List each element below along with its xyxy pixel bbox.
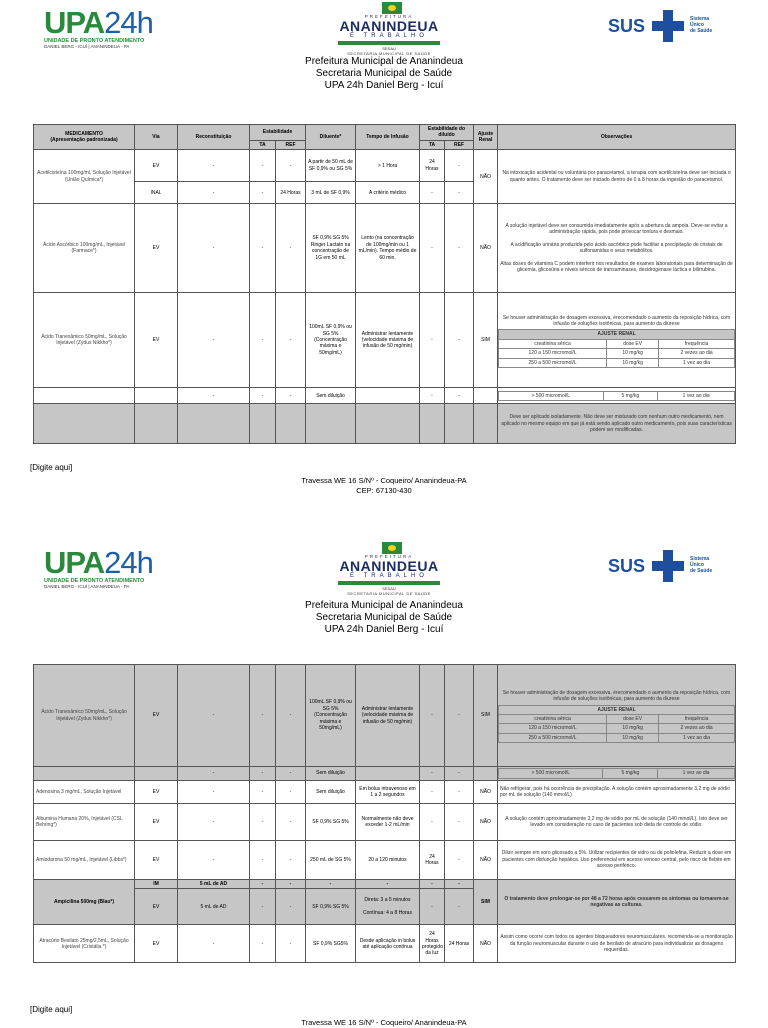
ananindeua-logo: PREFEITURA ANANINDEUA É TRABALHO SESAU SECRETARIA MUNICIPAL DE SAÚDE: [330, 544, 448, 596]
table-header: MEDICAMENTO (Apresentação padronizada) Via Reconstituição Estabilidade Diluente* Tempo de Infusão Estabilidade do diluído Ajuste Renal Observações: [34, 125, 736, 141]
table-row: Deve ser aplicado isoladamente. Não deve ser misturado com nenhum outro medicamento, nem aplicado no mesmo equipo em que já está sendo aplicado outro medicamento, pois suas características podem ser modificadas.: [34, 404, 736, 444]
upa-logo: UPA24h UNIDADE DE PRONTO ATENDIMENTO DANIEL BERG - ICUÍ | ANANINDEUA - PA: [44, 5, 153, 49]
table-row: INAL - - 24 Horas 3 mL de SF 0,9% A critério médico - -: [34, 182, 736, 204]
table-row: Atracúrio Besilato 25mg/2,5mL, Solução Injetável (Cristália *) EV - - - SF 0,9% SG5% Desde aplicação in bolus até aplicação contínua 24 Horas protegido da luz 24 Horas NÃO Assim como ocorre com todos os agentes bloqueadores neuromusculares, recomenda-se a monitoração da função neuromuscular durante o uso de besilato de atracúrio para individualizar as dosagens requeridas.: [34, 925, 736, 963]
table-row: Amiodarona 50 mg/mL, Injetável (Libbs*) EV - - - 250 mL de SG 5% 20 a 120 minutos 24 Horas - NÃO Diluir sempre em soro glicosado a 5%. Utilizar recipientes de vidro ou de poliolefina. Reduzir a dose em pacientes com disfunção hepática. Uso preferencial em acesso venoso central, pelo risco de flebite em acesso periférico.: [34, 841, 736, 880]
table-row: Ácido Tranexâmico 50mg/mL, Solução Injetável (Zydus Nikkho*) EV - - - 100mL SF 0,9% ou SG 5% (Concentração máxima e 50mg/mL) Administrar lentamente (velocidade máxima de infusão de 50 mg/min) - - SIM Se houver administração de dosagem excessiva, érecomendado o aumento da reposição hídrica, com infusão de soluções isotônicas, para aumento da diurese AJUSTE RENAL creatinina sérica dose EV frequência 120 a 150 micromol/L 10 mg/kg 2 vezes ao dia 250 a 500 micromol/L 10 mg/kg 1 vez ao dia: [34, 293, 736, 388]
table-row: Ácido Ascórbico 100mg/mL, Injetável (Farmace*) EV - - - SF 0,9% SG 5% Ringer Lactato na concentração de 1G em 50 mL Lento (na concentração de 100mg/min ou 1 mL/min). Tempo médio de 60 min. - - NÃO A solução injetável deve ser consumida imediatamente após a abertura da ampola. Deve-se evitar a administração rápida, pois pode provocar tontura e desmaio. A acidificação urinária produzida pelo ácido ascórbico pode facilitar a precipitação de cristais de sulfonamidas e seus metabólitos. Altas doses de vitamina C podem interferir nos resultados de exames laboratoriais para determinação de glicemia, glicosúria e níveis séricos de transaminases, desidrogenase láctica e bilirrubina.: [34, 204, 736, 293]
flag-icon: [382, 2, 402, 14]
page-heading: Prefeitura Municipal de Ananindeua Secretaria Municipal de Saúde UPA 24h Daniel Berg - Icuí: [305, 600, 463, 635]
sus-logo: SUS Sistema Único de Saúde: [608, 10, 718, 44]
page-heading: Prefeitura Municipal de Ananindeua Secretaria Municipal de Saúde UPA 24h Daniel Berg - Icuí: [305, 56, 463, 91]
document-page-2: [0, 540, 768, 1027]
table-row: Ácido Tranexâmico 50mg/mL, Solução Injetável (Zydus Nikkho*) EV - - - 100mL SF 0,9% ou SG 5% (Concentração máxima e 50mg/mL) Administrar lentamente (velocidade máxima de infusão de 50 mg/min) - - SIM Se houver administração de dosagem excessiva, érecomendado o aumento da reposição hídrica, com infusão de soluções isotônicas, para aumento da diurese AJUSTE RENAL creatinina sérica dose EV frequência 120 a 150 micromol/L 10 mg/kg 2 vezes ao dia 250 a 500 micromol/L 10 mg/kg 1 vez ao dia: [34, 665, 736, 767]
table-row: EV 5 mL de AD - - SF 0,9% SG 5% Direta: 3 a 5 minutos Contínua: 4 a 8 Horas - -: [34, 889, 736, 925]
drug-table-2: [33, 664, 736, 963]
table-row: Acetilcisteína 100mg/ml, Solução Injetável (União Química*) EV - - - A partir de 50 mL de SF 0,9% ou SG 5% > 1 Hora 24 Horas - NÃO Na intoxicação acidental ou voluntária por paracetamol, a terapia com acetilcisteína deve ser iniciada o quanto antes. O tratamento deve ser iniciado dentro de 0 a 8 horas da ingestão do paracetamol.: [34, 150, 736, 182]
drug-table-1: MEDICAMENTO (Apresentação padronizada) Via Reconstituição Estabilidade Diluente* Tempo de Infusão Estabilidade do diluído Ajuste Renal Observações TA REF TA REF Acetilcisteína 100mg/ml, Solução Injetável (União Química*) EV - - - A partir de 50 mL de SF 0,9% ou SG 5% > 1 Hora 24 Horas - NÃO Na intoxicação acidental ou voluntária por paracetamol, a terapia com acetilcisteína deve ser iniciada o quanto antes. O tratamento deve ser iniciado dentro de 0 a 8 horas da ingestão do paracetamol. INAL - - 24 Horas 3 mL de SF 0,9% A critério médico - - Ácido Ascórbico 100mg/mL, Injetável (Farmace*) EV - - - SF 0,9% SG 5% Ringer Lactato na concentração de 1G em 50 mL Lento (na concentração de 100mg/min ou 1 mL/min). Tempo médio de 60 min. - - NÃO A solução injetável deve ser consumida imediatamente após a abertura da ampola. Deve-se evitar a administração rápida, pois pode provocar tontura e desmaio. A acidificação urinária produzida pelo ácido ascórbico pode facilitar a precipitação de cristais de sulfonamidas e seus metabólitos. Altas doses de vitamina C podem interferir nos resultados de exames laboratoriais para determinação de glicemia, glicosúria e níveis séricos de transaminases, desidrogenase láctica e bilirrubina. Ácido Tranexâmico 50mg/mL, Solução Injetável (Zydus Nikkho*) EV - - - 100mL SF 0,9% ou SG 5% (Concentração máxima e 50mg/mL) Administrar lentamente (velocidade máxima de infusão de 50 mg/min) - - SIM Se houver administração de dosagem excessiva, érecomendado o aumento da reposição hídrica, com infusão de soluções isotônicas, para aumento da diurese AJUSTE RENAL creatinina sérica dose EV frequência 120 a 150 micromol/L 10 mg/kg 2 vezes ao dia 250 a 500 micromol/L 10 mg/kg 1 vez ao dia - - - Sem diluição - - > 500 micromol/L 5 mg/kg 1 vez ao dia Deve ser aplicado isoladamente. Não deve ser misturado com nenhum outro medicamento, nem aplicado no mesmo equipo em que já está sendo aplicado outro medicamento, pois suas características podem ser modificadas.: [33, 124, 736, 444]
ananindeua-logo: PREFEITURA ANANINDEUA É TRABALHO SESAU SECRETARIA MUNICIPAL DE SAÚDE: [330, 4, 448, 56]
table-row: Ampicilina 500mg (Blau*) IM 5 mL de AD - - - - - - SIM O tratamento deve prolongar-se por 48 a 72 horas após cessarem os sintomas ou tornarem-se negativas as culturas.: [34, 880, 736, 889]
upa-logo: UPA24h UNIDADE DE PRONTO ATENDIMENTO DANIEL BERG - ICUÍ | ANANINDEUA - PA: [44, 545, 153, 589]
table-row: - - - Sem diluição - - > 500 micromol/L 5 mg/kg 1 vez ao dia: [34, 767, 736, 781]
sus-logo: SUS Sistema Único de Saúde: [608, 550, 718, 584]
flag-icon: [382, 542, 402, 554]
footer: Travessa WE 16 S/Nº - Coqueiro/ Ananindeua-PA CEP: 67130-430: [301, 476, 467, 495]
sus-cross-icon: [652, 550, 684, 582]
table-row: Adenosina 3 mg/mL, Solução Injetável EV - - - Sem diluição Em bolus intravenoso em 1 a 2 segundos - - NÃO Não refrigerar, pois há ocorrência de precipitação. A solução contém aproximadamente 3,2 mg de sódio por mL de solução (140 mmol/L): [34, 781, 736, 804]
placeholder-text[interactable]: [Digite aqui]: [30, 1005, 73, 1014]
table-row: Albumina Humana 20%, Injetável (CSL Behring*) EV - - - SF 0,9% SG 5% Normalmente não deve exceder 1-2 mL/min - - NÃO A solução contém aproximadamente 3,2 mg de sódio por mL de solução (140 mmol/L). Isto deve ser levado em consideração no caso de pacientes sob dieta de controle de sódio.: [34, 804, 736, 841]
placeholder-text[interactable]: [Digite aqui]: [30, 463, 73, 472]
document-page-1: [0, 0, 768, 510]
table-row: - - - Sem diluição - - > 500 micromol/L 5 mg/kg 1 vez ao dia: [34, 388, 736, 404]
footer: Travessa WE 16 S/Nº - Coqueiro/ Ananindeua-PA: [301, 1018, 467, 1027]
sus-cross-icon: [652, 10, 684, 42]
